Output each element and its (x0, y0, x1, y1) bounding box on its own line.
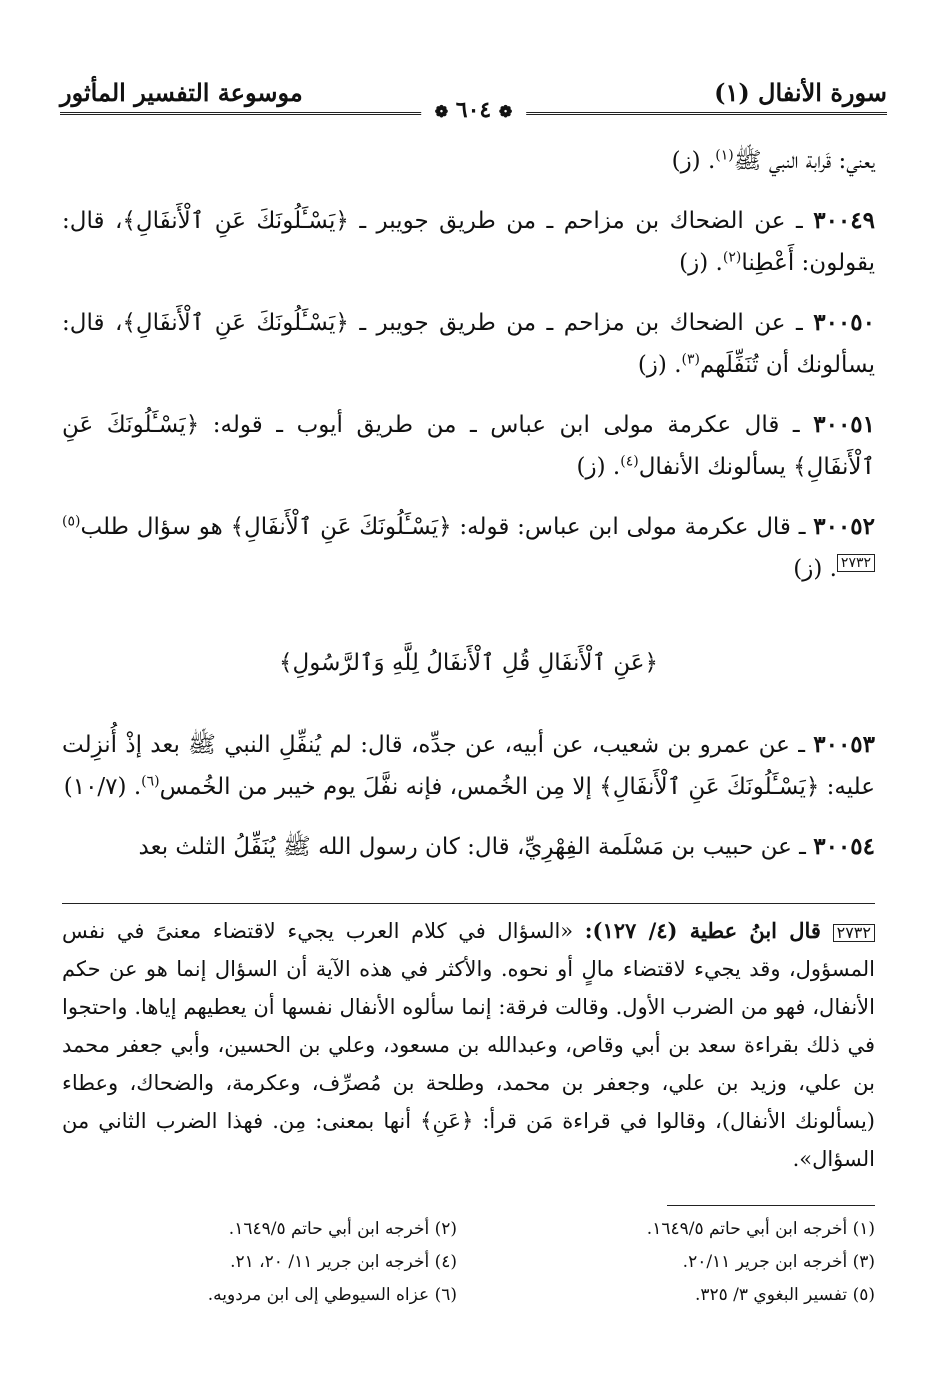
surah-title: سورة الأنفال (١) (714, 78, 887, 107)
narration-number: ٣٠٠٥١ (813, 411, 876, 438)
narration-text: ـ عن الضحاك بن مزاحم ـ من طريق جويبر ـ ﴿يَسْـَٔلُونَكَ عَنِ ٱلْأَنفَالِ﴾، قال: يقولون: أَعْطِنا (62, 208, 875, 276)
narration-tail: . (ز) (793, 556, 837, 582)
footnote-ref[interactable]: (٢) (722, 249, 742, 266)
main-text (62, 140, 875, 886)
narration-text: ـ عن عمرو بن شعيب، عن أبيه، عن جدِّه، قال: لم يُنفِّلِ النبي ﷺ بعد إذْ أُنزِلت عليه: ﴿يَسْـَٔلُونَكَ عَنِ ٱلْأَنفَالِ﴾ إلا مِن الخُمس، فإنه نفَّلَ يوم خيبر من الخُمس (62, 732, 875, 800)
narration-paragraph (62, 404, 875, 488)
footnote-ref[interactable]: (٦) (141, 773, 160, 790)
narration-text: يعني: قَرابة النبي ﷺ (733, 148, 875, 174)
narration-number: ٣٠٠٥٠ (813, 309, 875, 336)
footnote-ref[interactable]: (٣) (681, 351, 700, 368)
ornament-icon: ❁ (434, 102, 449, 121)
narration-paragraph (62, 506, 875, 590)
narration-text: ـ قال عكرمة مولى ابن عباس: قوله: ﴿يَسْـَٔلُونَكَ عَنِ ٱلْأَنفَالِ﴾ هو سؤال طلب (80, 514, 806, 540)
footnotes-right (495, 1213, 875, 1312)
page-number-box (421, 97, 527, 123)
narration-number: ٣٠٠٥٢ (813, 513, 875, 540)
footnote: (٢) أخرجه ابن أبي حاتم ١٦٤٩/٥. (228, 1219, 457, 1239)
book-title: موسوعة التفسير المأثور (60, 78, 303, 107)
narration-paragraph (62, 826, 875, 868)
narration-text: ـ عن الضحاك بن مزاحم ـ من طريق جويبر ـ ﴿يَسْـَٔلُونَكَ عَنِ ٱلْأَنفَالِ﴾، قال: يسألونك أن تُنَفِّلَهم (62, 310, 875, 378)
narration-number: ٣٠٠٥٣ (813, 731, 876, 758)
footnote: (٣) أخرجه ابن جرير ٢٠/١١. (682, 1252, 875, 1272)
narration-tail: . (ز) (576, 454, 621, 480)
page-number: ٦٠٤ (455, 97, 492, 123)
footnote: (١) أخرجه ابن أبي حاتم ١٦٤٩/٥. (646, 1219, 875, 1239)
narration-paragraph (62, 200, 875, 284)
narration-tail: . (ز) (679, 250, 723, 276)
narration-paragraph (62, 140, 875, 182)
narration-text: ـ عن حبيب بن مَسْلَمة الفِهْرِيِّ، قال: كان رسول الله ﷺ يُنَفِّلُ الثلث بعد (138, 834, 806, 860)
ornament-icon: ❁ (498, 102, 513, 121)
footnotes-left (77, 1213, 457, 1312)
narration-number: ٣٠٠٥٤ (813, 833, 875, 860)
page-header (60, 72, 887, 122)
footnote-ref[interactable]: (٥) (62, 513, 81, 530)
footnote-ref[interactable]: (٤) (620, 453, 639, 470)
narration-tail: . (ز) (671, 148, 716, 174)
footnote-rule (667, 1205, 875, 1206)
narration-tail: . (١٠/٧) (63, 774, 142, 800)
narration-paragraph (62, 302, 875, 386)
commentary-box-number: ٢٧٣٢ (833, 924, 875, 942)
commentary-block (62, 912, 875, 1178)
narration-number: ٣٠٠٤٩ (813, 207, 875, 234)
commentary-rule (62, 903, 875, 904)
footnote: (٤) أخرجه ابن جرير ١١/ ٢٠، ٢١. (230, 1252, 457, 1272)
narration-text: ـ قال عكرمة مولى ابن عباس ـ من طريق أيوب ـ قوله: ﴿يَسْـَٔلُونَكَ عَنِ ٱلْأَنفَالِ﴾ يسألونك الأنفال (62, 412, 875, 480)
section-heading: ﴿عَنِ ٱلْأَنفَالِ قُلِ ٱلْأَنفَالُ لِلَّهِ وَٱلرَّسُولِ﴾ (279, 650, 658, 676)
narration-tail: . (ز) (637, 352, 682, 378)
commentary-ref-box[interactable]: ٢٧٣٢ (837, 554, 875, 572)
commentary-lead: قال ابنُ عطية (٤/ ١٢٧): (584, 918, 821, 943)
footnote: (٥) تفسير البغوي ٣/ ٣٢٥. (694, 1285, 875, 1305)
footnote: (٦) عزاه السيوطي إلى ابن مردويه. (207, 1285, 457, 1305)
commentary-text: «السؤال في كلام العرب يجيء لاقتضاء معنىً في نفس المسؤول، وقد يجيء لاقتضاء مالٍ أو نحوه. والأكثر في هذه الآية أن السؤال إنما هو عن حكم الأنفال، فهو من الضرب الأول. وقالت فرقة: إنما سألوه الأنفال نفسها أن يعطيهم إياها. واحتجوا في ذلك بقراءة سعد بن أبي وقاص، وعبدالله بن مسعود، وعلي بن الحسين، وأبي جعفر محمد بن علي، وزيد بن علي، وجعفر بن محمد، وطلحة بن مُصرِّف، وعكرمة، والضحاك، وعطاء (يسألونك الأنفال)، وقالوا في قراءة مَن قرأ: ﴿عَنِ﴾ أنها بمعنى: مِن. فهذا الضرب الثاني من السؤال». (62, 919, 876, 1171)
narration-paragraph (62, 724, 875, 808)
footnote-ref[interactable]: (١) (715, 147, 734, 164)
